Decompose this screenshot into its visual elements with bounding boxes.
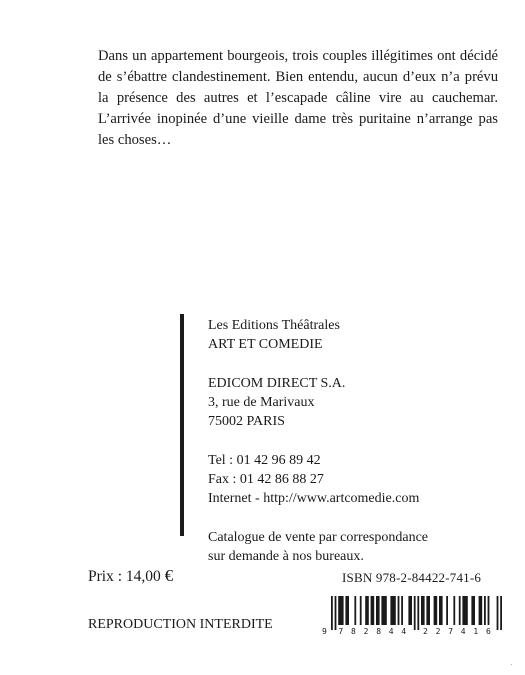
barcode-bar	[360, 596, 362, 625]
publisher-fax: Fax : 01 42 86 88 27	[208, 472, 324, 487]
barcode-bar	[376, 596, 380, 625]
barcode-digit: 2	[435, 627, 441, 636]
catalogue-line-1: Catalogue de vente par correspondance	[208, 530, 429, 545]
barcode-bar	[390, 596, 395, 625]
barcode-digit: 4	[460, 627, 466, 636]
back-cover-summary: Dans un appartement bourgeois, trois couples illégitimes ont décidé de s’ébattre clandestinement. Bien entendu, aucun d’eux n’a prévu la présence des autres et l’escapade câline vire au cauchemar. L’arrivée inopinée d’une vieille dame très puritaine n’arrange pas les choses…	[98, 48, 498, 148]
barcode-guard-bar	[414, 596, 416, 630]
barcode-bar	[421, 596, 425, 625]
barcode-digit: 4	[388, 627, 394, 636]
barcode-bar	[479, 596, 483, 625]
barcode-digit: 4	[401, 627, 407, 636]
barcode-digit: 8	[351, 627, 356, 636]
barcode-bar	[462, 596, 467, 625]
isbn-barcode	[318, 594, 516, 636]
barcode-bar	[401, 596, 403, 625]
publisher-telephone: Tel : 01 42 96 89 42	[208, 453, 321, 468]
barcode-guard-bar	[331, 596, 333, 630]
barcode-bar	[471, 596, 475, 625]
barcode-bar	[484, 596, 486, 625]
publisher-company: EDICOM DIRECT S.A.	[208, 376, 346, 391]
publisher-street: 3, rue de Marivaux	[208, 395, 315, 410]
euro-currency-symbol: €	[164, 566, 174, 585]
barcode-digit: 9	[322, 627, 327, 636]
barcode-bar	[345, 596, 349, 625]
barcode-bar	[408, 596, 412, 625]
isbn-number: ISBN 978-2-84422-741-6	[342, 570, 482, 585]
catalogue-line-2: sur demande à nos bureaux.	[208, 549, 364, 564]
barcode-bar	[371, 596, 375, 625]
reproduction-notice: REPRODUCTION INTERDITE	[88, 617, 273, 632]
barcode-digit: 7	[448, 627, 454, 636]
barcode-bar	[365, 596, 369, 625]
publisher-city: 75002 PARIS	[208, 414, 285, 429]
publisher-website: Internet - http://www.artcomedie.com	[208, 491, 420, 506]
publisher-line-1: Les Editions Théâtrales	[208, 318, 340, 333]
publisher-info-text	[208, 316, 468, 566]
barcode-bar	[338, 596, 343, 625]
barcode-digit: 7	[338, 627, 344, 636]
barcode-bar	[453, 596, 455, 625]
barcode-bar	[381, 596, 386, 625]
barcode-digit: 8	[376, 627, 382, 636]
publisher-info-block	[180, 314, 464, 564]
barcode-bar	[439, 596, 443, 625]
barcode-bar	[488, 596, 490, 625]
barcode-digit: 1	[473, 627, 479, 636]
barcode-digit: 2	[423, 627, 428, 636]
barcode-bar	[398, 596, 400, 625]
barcode-graphic	[318, 594, 516, 636]
barcode-bar	[459, 596, 461, 625]
barcode-guard-bar	[417, 596, 419, 630]
barcode-bar	[446, 596, 448, 625]
price-label: Prix : 14,00	[88, 568, 161, 585]
barcode-bar	[354, 596, 356, 625]
corner-mark: ·	[510, 660, 513, 669]
barcode-bar	[426, 596, 430, 625]
barcode-digit: 6	[486, 627, 491, 636]
barcode-guard-bar	[335, 596, 337, 630]
barcode-digit: 2	[363, 627, 369, 636]
price	[88, 566, 173, 586]
barcode-guard-bar	[497, 596, 499, 630]
barcode-bar	[434, 596, 438, 625]
publisher-line-2: ART ET COMEDIE	[208, 337, 323, 352]
barcode-guard-bar	[500, 596, 502, 630]
